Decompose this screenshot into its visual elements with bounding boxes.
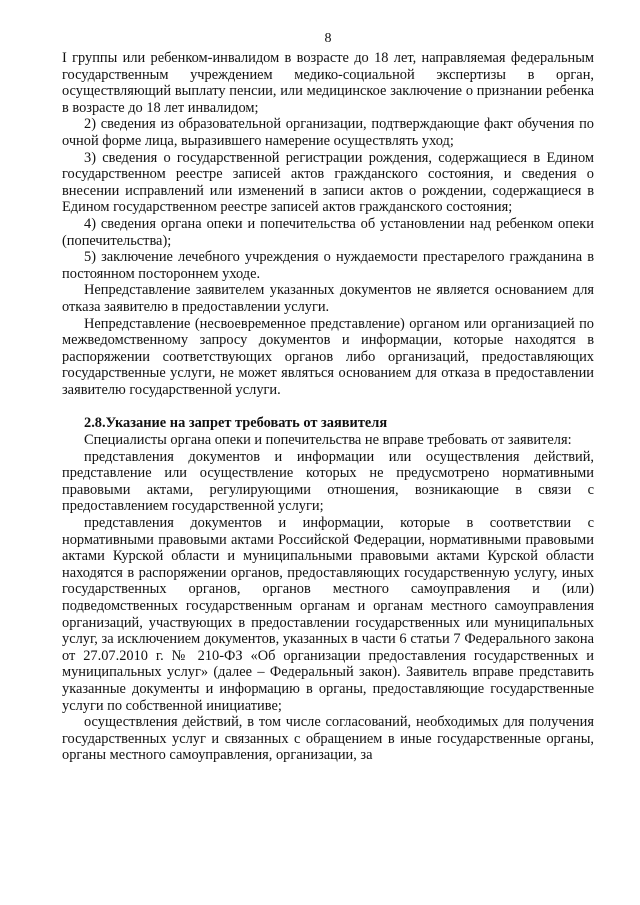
paragraph-item-3: 3) сведения о государственной регистрации рождения, содержащиеся в Едином государственном реестре записей актов гражданского состояния, и сведения о внесении исправлений или изменений в записи актов о рождении, содержащиеся в Едином государственном реестре записей актов гражданского состояния;	[62, 149, 594, 216]
paragraph-intro: Специалисты органа опеки и попечительства не вправе требовать от заявителя:	[84, 432, 572, 449]
paragraph-non-submission-agency: Непредставление (несвоевременное представление) органом или организацией по межведомственному запросу документов и информации, которые находятся в распоряжении соответствующих органов либо организаций, предоставляющих государственные услуги, не может являться основанием для отказа в предоставлении заявителю государственной услуги.	[62, 315, 594, 398]
paragraph-item-5: 5) заключение лечебного учреждения о нуждаемости престарелого гражданина в постоянном постороннем уходе.	[62, 249, 594, 282]
paragraph-prohibition-2: представления документов и информации, которые в соответствии с нормативными правовыми актами Российской Федерации, нормативными правовыми актами Курской области и муниципальными правовыми актами Курской области находятся в распоряжении органов, предоставляющих государственную услугу, иных государственных органов, органов местного самоуправления и (или) подведомственных государственным органам и органам местного самоуправления организаций, участвующих в предоставлении государственных или муниципальных услуг, за исключением документов, указанных в части 6 статьи 7 Федерального закона от 27.07.2010 г. № 210-ФЗ «Об организации предоставления государственных и муниципальных услуг» (далее – Федеральный закон). Заявитель вправе представить указанные документы и информацию в органы, предоставляющие государственные услуги по собственной инициативе;	[62, 515, 594, 714]
document-page	[62, 30, 594, 764]
paragraph-prohibition-3: осуществления действий, в том числе согласований, необходимых для получения государственных услуг и связанных с обращением в иные государственные органы, органы местного самоуправления, организации, за	[62, 714, 594, 764]
paragraph-continuation: I группы или ребенком-инвалидом в возрасте до 18 лет, направляемая федеральным государственным учреждением медико-социальной экспертизы в орган, осуществляющий выплату пенсии, или медицинское заключение о признании ребенка в возрасте до 18 лет инвалидом;	[62, 50, 594, 116]
paragraph-prohibition-1: представления документов и информации или осуществления действий, представление или осуществление которых не предусмотрено нормативными правовыми актами, регулирующими отношения, возникающие в связи с предоставлением государственной услуги;	[62, 448, 594, 515]
paragraph-item-4: 4) сведения органа опеки и попечительства об установлении над ребенком опеки (попечительства);	[62, 215, 594, 249]
paragraph-non-submission-applicant: Непредставление заявителем указанных документов не является основанием для отказа заявителю в предоставлении услуги.	[62, 282, 594, 315]
section-heading: 2.8.Указание на запрет требовать от заявителя	[84, 415, 388, 432]
paragraph-item-2: 2) сведения из образовательной организации, подтверждающие факт обучения по очной форме лица, выразившего намерение осуществлять уход;	[62, 116, 594, 149]
page-number: 8	[324, 31, 332, 46]
